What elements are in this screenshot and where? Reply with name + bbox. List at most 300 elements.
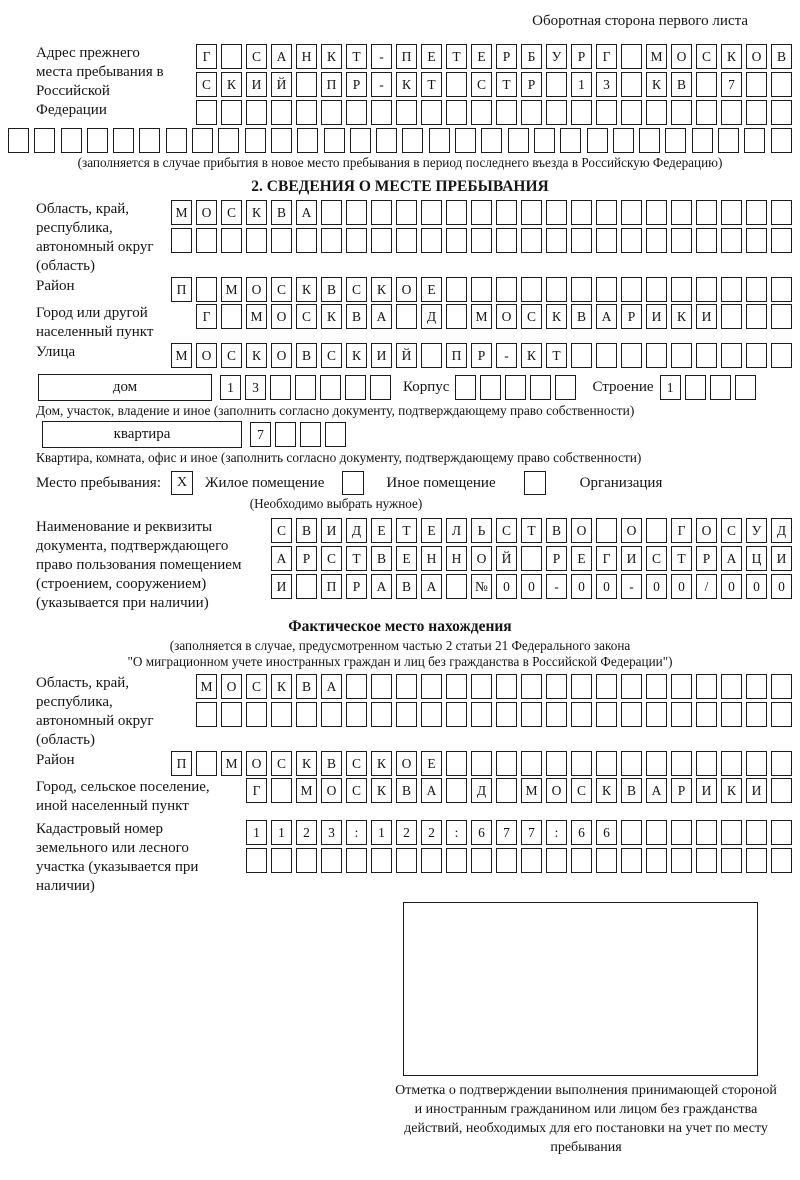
char-row: [196, 72, 792, 97]
char-cell: В: [371, 546, 392, 571]
char-cell: [218, 128, 239, 153]
char-cell: П: [446, 343, 467, 368]
char-cell: Д: [421, 304, 442, 329]
char-cell: [746, 343, 767, 368]
char-cell: [421, 228, 442, 253]
char-cell: [346, 228, 367, 253]
char-cell: 1: [660, 375, 681, 400]
char-cell: [296, 228, 317, 253]
char-cell: Р: [296, 546, 317, 571]
char-cell: Р: [671, 778, 692, 803]
char-cell: [446, 574, 467, 599]
char-cell: М: [521, 778, 542, 803]
char-cell: [371, 674, 392, 699]
char-cell: С: [221, 200, 242, 225]
prev-address-box-rows: [196, 44, 792, 125]
char-cell: Г: [196, 44, 217, 69]
char-cell: Н: [296, 44, 317, 69]
char-cell: [596, 277, 617, 302]
page-side-note: Оборотная сторона первого листа: [532, 13, 748, 29]
char-cell: [671, 820, 692, 845]
char-cell: [685, 375, 706, 400]
char-cell: [771, 200, 792, 225]
char-cell: К: [221, 72, 242, 97]
char-cell: [571, 848, 592, 873]
char-cell: М: [196, 674, 217, 699]
char-cell: [296, 848, 317, 873]
char-cell: [571, 343, 592, 368]
char-cell: [496, 778, 517, 803]
char-cell: :: [446, 820, 467, 845]
char-cell: -: [371, 44, 392, 69]
char-cell: С: [646, 546, 667, 571]
char-cell: [646, 228, 667, 253]
char-cell: [621, 820, 642, 845]
char-cell: [721, 848, 742, 873]
char-cell: С: [696, 44, 717, 69]
char-cell: С: [321, 343, 342, 368]
char-cell: [696, 343, 717, 368]
char-cell: [481, 128, 502, 153]
char-cell: [346, 674, 367, 699]
ownership-doc-box-rows: [271, 518, 792, 599]
char-cell: [396, 228, 417, 253]
char-cell: И: [371, 343, 392, 368]
char-cell: [113, 128, 134, 153]
char-cell: К: [721, 778, 742, 803]
char-cell: [325, 422, 346, 447]
char-cell: [421, 200, 442, 225]
char-cell: Н: [421, 546, 442, 571]
char-cell: О: [271, 343, 292, 368]
char-cell: [496, 200, 517, 225]
apartment-field-box: [42, 421, 242, 448]
char-cell: [346, 848, 367, 873]
char-row: [271, 546, 792, 571]
char-cell: [446, 200, 467, 225]
char-cell: [221, 304, 242, 329]
char-cell: М: [171, 200, 192, 225]
char-cell: [221, 44, 242, 69]
char-cell: [546, 200, 567, 225]
char-row: [196, 304, 792, 329]
char-cell: [596, 702, 617, 727]
char-cell: К: [346, 343, 367, 368]
char-cell: А: [421, 778, 442, 803]
char-cell: Д: [471, 778, 492, 803]
char-cell: Р: [471, 343, 492, 368]
char-cell: :: [346, 820, 367, 845]
char-cell: И: [696, 304, 717, 329]
char-cell: [746, 848, 767, 873]
char-cell: К: [371, 778, 392, 803]
char-cell: [671, 228, 692, 253]
char-cell: В: [346, 304, 367, 329]
char-cell: 0: [521, 574, 542, 599]
char-cell: [671, 751, 692, 776]
char-cell: [521, 228, 542, 253]
char-cell: [480, 375, 501, 400]
char-cell: К: [396, 72, 417, 97]
char-cell: 0: [746, 574, 767, 599]
char-cell: К: [246, 200, 267, 225]
char-cell: О: [696, 518, 717, 543]
char-cell: [621, 277, 642, 302]
char-cell: [746, 820, 767, 845]
char-cell: М: [471, 304, 492, 329]
organization-label: Организация: [579, 474, 663, 491]
char-cell: [471, 228, 492, 253]
char-cell: [646, 820, 667, 845]
char-cell: С: [296, 304, 317, 329]
char-cell: И: [746, 778, 767, 803]
char-cell: О: [196, 200, 217, 225]
char-cell: К: [371, 751, 392, 776]
char-cell: В: [396, 778, 417, 803]
char-cell: [396, 304, 417, 329]
char-cell: [621, 343, 642, 368]
char-cell: [621, 228, 642, 253]
char-cell: К: [521, 343, 542, 368]
residential-checkbox: X: [171, 471, 193, 495]
char-cell: [721, 702, 742, 727]
char-cell: С: [271, 277, 292, 302]
street-row: [8, 343, 792, 368]
prev-address-note: (заполняется в случае прибытия в новое место пребывания в период последнего въезда в Российскую Федерацию): [77, 155, 723, 170]
char-cell: А: [596, 304, 617, 329]
char-cell: Е: [471, 44, 492, 69]
char-cell: [521, 100, 542, 125]
char-cell: 0: [496, 574, 517, 599]
char-cell: [196, 751, 217, 776]
char-cell: П: [321, 574, 342, 599]
char-cell: [646, 702, 667, 727]
char-cell: [496, 751, 517, 776]
char-cell: И: [271, 574, 292, 599]
char-cell: [429, 128, 450, 153]
char-cell: 0: [646, 574, 667, 599]
char-cell: :: [546, 820, 567, 845]
char-row: [171, 228, 792, 253]
char-cell: М: [221, 751, 242, 776]
char-cell: [671, 674, 692, 699]
char-cell: [596, 100, 617, 125]
char-cell: [571, 228, 592, 253]
char-cell: Т: [396, 518, 417, 543]
char-cell: [735, 375, 756, 400]
char-cell: [496, 228, 517, 253]
char-cell: [671, 343, 692, 368]
char-cell: [321, 228, 342, 253]
char-cell: -: [621, 574, 642, 599]
char-cell: 0: [571, 574, 592, 599]
stay-type-label: Место пребывания:: [36, 474, 161, 491]
char-cell: П: [396, 44, 417, 69]
char-cell: 3: [596, 72, 617, 97]
char-cell: [87, 128, 108, 153]
apartment-row: [42, 421, 784, 448]
char-cell: [446, 848, 467, 873]
char-cell: Г: [671, 518, 692, 543]
char-cell: [446, 304, 467, 329]
char-cell: [296, 100, 317, 125]
char-cell: [613, 128, 634, 153]
char-cell: А: [646, 778, 667, 803]
ownership-doc-label: Наименование и реквизиты документа, подтверждающего право пользования помещением (строением, сооружением) (указывается при наличии): [36, 519, 242, 611]
char-cell: [196, 228, 217, 253]
char-cell: [771, 820, 792, 845]
char-cell: 2: [421, 820, 442, 845]
char-cell: [521, 200, 542, 225]
char-cell: [521, 848, 542, 873]
char-cell: [671, 848, 692, 873]
char-cell: [505, 375, 526, 400]
char-cell: А: [721, 546, 742, 571]
char-cell: [771, 848, 792, 873]
char-cell: К: [596, 778, 617, 803]
char-cell: [671, 100, 692, 125]
char-cell: [696, 228, 717, 253]
char-cell: У: [546, 44, 567, 69]
char-cell: [546, 848, 567, 873]
char-cell: [246, 228, 267, 253]
char-cell: А: [371, 304, 392, 329]
char-cell: А: [271, 44, 292, 69]
char-cell: [496, 848, 517, 873]
char-cell: В: [671, 72, 692, 97]
actual-city-row: [8, 778, 792, 816]
char-cell: [621, 848, 642, 873]
char-cell: 1: [220, 375, 241, 400]
char-cell: [571, 200, 592, 225]
char-cell: В: [546, 518, 567, 543]
char-cell: Г: [196, 304, 217, 329]
char-cell: [271, 702, 292, 727]
char-cell: 1: [271, 820, 292, 845]
char-cell: [471, 100, 492, 125]
char-cell: [521, 751, 542, 776]
char-row: [246, 778, 792, 803]
other-premises-checkbox: [342, 471, 364, 495]
char-row: [196, 44, 792, 69]
char-cell: Ц: [746, 546, 767, 571]
char-cell: Е: [421, 277, 442, 302]
house-field-box: [38, 374, 212, 401]
char-cell: М: [646, 44, 667, 69]
char-cell: [521, 702, 542, 727]
prev-address-section: [8, 44, 792, 125]
char-row: [271, 518, 792, 543]
char-cell: Т: [671, 546, 692, 571]
char-cell: К: [546, 304, 567, 329]
char-cell: К: [246, 343, 267, 368]
char-cell: [496, 277, 517, 302]
char-cell: [571, 702, 592, 727]
char-cell: Й: [396, 343, 417, 368]
char-cell: [771, 778, 792, 803]
char-cell: [546, 751, 567, 776]
char-cell: [646, 343, 667, 368]
char-cell: Е: [571, 546, 592, 571]
char-cell: [370, 375, 391, 400]
char-cell: [721, 100, 742, 125]
char-cell: Р: [621, 304, 642, 329]
char-cell: [771, 72, 792, 97]
char-cell: 2: [296, 820, 317, 845]
char-cell: [571, 277, 592, 302]
char-cell: [321, 100, 342, 125]
char-cell: [546, 72, 567, 97]
prev-address-label: Адрес прежнего места пребывания в Российской Федерации: [36, 45, 164, 118]
char-row: [660, 375, 756, 400]
house-row: [38, 374, 784, 401]
region-label: Область, край, республика, автономный округ (область): [36, 201, 154, 274]
char-cell: [196, 100, 217, 125]
char-cell: [718, 128, 739, 153]
char-cell: О: [246, 277, 267, 302]
char-cell: Г: [596, 546, 617, 571]
district-row: [8, 277, 792, 302]
char-cell: [471, 702, 492, 727]
char-cell: [271, 100, 292, 125]
section2-title: 2. СВЕДЕНИЯ О МЕСТЕ ПРЕБЫВАНИЯ: [251, 178, 549, 195]
char-cell: [396, 702, 417, 727]
char-cell: [402, 128, 423, 153]
char-cell: [530, 375, 551, 400]
char-cell: В: [321, 277, 342, 302]
stay-type-row: [36, 471, 784, 495]
char-cell: [521, 277, 542, 302]
region-row: [8, 200, 792, 276]
char-cell: [692, 128, 713, 153]
char-cell: 0: [671, 574, 692, 599]
char-cell: Т: [346, 44, 367, 69]
char-cell: [300, 422, 321, 447]
char-cell: [646, 100, 667, 125]
char-cell: [721, 200, 742, 225]
char-cell: [746, 751, 767, 776]
char-cell: [546, 702, 567, 727]
char-cell: 0: [771, 574, 792, 599]
char-cell: [665, 128, 686, 153]
char-cell: О: [746, 44, 767, 69]
char-cell: К: [371, 277, 392, 302]
char-cell: -: [496, 343, 517, 368]
char-cell: [246, 100, 267, 125]
char-row: [250, 422, 346, 447]
char-cell: [324, 128, 345, 153]
char-cell: К: [721, 44, 742, 69]
char-cell: Р: [546, 546, 567, 571]
char-cell: [746, 200, 767, 225]
char-cell: [710, 375, 731, 400]
char-cell: 0: [596, 574, 617, 599]
char-cell: Е: [396, 546, 417, 571]
char-row: [246, 848, 792, 873]
char-cell: 3: [245, 375, 266, 400]
char-cell: [546, 228, 567, 253]
char-cell: [446, 72, 467, 97]
char-cell: [721, 820, 742, 845]
char-cell: [596, 751, 617, 776]
char-cell: 6: [571, 820, 592, 845]
char-cell: [221, 702, 242, 727]
char-cell: А: [421, 574, 442, 599]
stamp-area: [394, 902, 778, 1157]
char-cell: В: [296, 674, 317, 699]
char-cell: И: [321, 518, 342, 543]
char-cell: О: [621, 518, 642, 543]
char-cell: [376, 128, 397, 153]
actual-location-note-2: "О миграционном учете иностранных граждан и лиц без гражданства в Российской Федерации"): [127, 654, 673, 669]
char-cell: Р: [571, 44, 592, 69]
char-row: [271, 574, 792, 599]
char-cell: В: [296, 343, 317, 368]
char-cell: [696, 702, 717, 727]
char-cell: [271, 228, 292, 253]
char-cell: [446, 778, 467, 803]
char-cell: 7: [721, 72, 742, 97]
char-cell: [546, 674, 567, 699]
char-cell: Р: [521, 72, 542, 97]
char-cell: А: [271, 546, 292, 571]
char-cell: [771, 277, 792, 302]
char-cell: А: [371, 574, 392, 599]
char-cell: [321, 702, 342, 727]
corpus-label: Корпус: [403, 379, 450, 395]
char-cell: [270, 375, 291, 400]
char-cell: К: [296, 277, 317, 302]
char-cell: [571, 751, 592, 776]
char-cell: [196, 277, 217, 302]
char-row: [196, 702, 792, 727]
char-cell: [396, 848, 417, 873]
char-cell: К: [321, 44, 342, 69]
char-row: [171, 200, 792, 225]
char-cell: Й: [271, 72, 292, 97]
char-cell: В: [296, 518, 317, 543]
char-row: [171, 277, 792, 302]
char-cell: О: [321, 778, 342, 803]
char-cell: [221, 228, 242, 253]
char-cell: [721, 343, 742, 368]
char-cell: Г: [596, 44, 617, 69]
char-cell: [771, 228, 792, 253]
char-cell: [139, 128, 160, 153]
char-cell: [546, 277, 567, 302]
residential-label: Жилое помещение: [205, 474, 325, 491]
char-cell: [646, 277, 667, 302]
char-cell: Т: [346, 546, 367, 571]
char-cell: В: [771, 44, 792, 69]
actual-region-row: [8, 674, 792, 750]
char-cell: В: [621, 778, 642, 803]
char-cell: Е: [421, 518, 442, 543]
char-cell: [771, 128, 792, 153]
char-cell: [771, 751, 792, 776]
char-cell: 7: [496, 820, 517, 845]
char-cell: М: [221, 277, 242, 302]
actual-district-label: Район: [36, 752, 75, 768]
char-cell: О: [671, 44, 692, 69]
char-cell: [671, 702, 692, 727]
char-cell: [8, 128, 29, 153]
char-cell: [771, 674, 792, 699]
char-cell: [471, 200, 492, 225]
char-cell: [646, 200, 667, 225]
char-cell: [696, 72, 717, 97]
building-label: Строение: [592, 379, 654, 395]
